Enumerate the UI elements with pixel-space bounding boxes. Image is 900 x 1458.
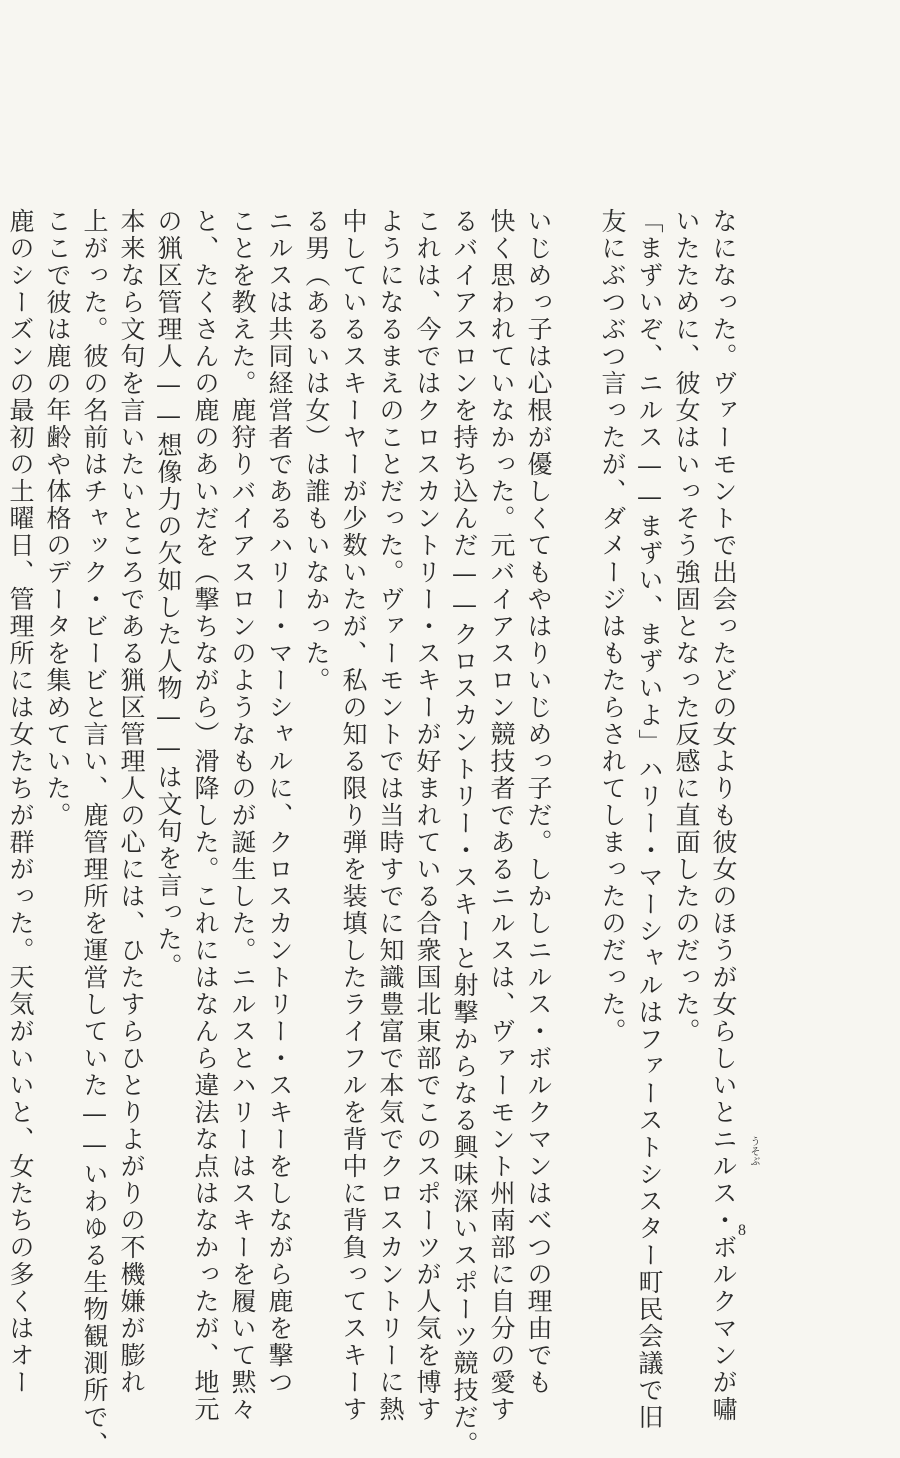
text-line-12: る男（あるいは女）は誰もいなかった。 bbox=[302, 208, 331, 694]
text-line-6: いじめっ子は心根が優しくてもやはりいじめっ子だ。しかしニルス・ボルクマンはべつの理由でも bbox=[524, 208, 553, 1396]
text-line-8: るバイアスロンを持ち込んだ——クロスカントリー・スキーと射撃からなる興味深いスポーツ競技だ。 bbox=[450, 208, 479, 1458]
page-number: 8 bbox=[738, 1222, 746, 1239]
text-line-18: 上がった。彼の名前はチャック・ビービと言い、鹿管理所を運営していた——いわゆる生物観測所で、 bbox=[80, 208, 109, 1458]
text-line-3: 「まずいぞ、ニルス——まずい、まずいよ」ハリー・マーシャルはファーストシスター町民会議で旧 bbox=[635, 208, 664, 1431]
text-line-17: 本来なら文句を言いたいところである猟区管理人の心には、ひたすらひとりよがりの不機嫌が膨れ bbox=[117, 208, 146, 1396]
text-line-2: いたために、彼女はいっそう強固となった反感に直面したのだった。 bbox=[672, 208, 701, 1045]
ruby-annotation: うそぶ bbox=[748, 1136, 759, 1166]
text-line-16: の猟区管理人——想像力の欠如した人物——は文句を言った。 bbox=[154, 208, 183, 980]
text-line-11: 中しているスキーヤーが少数いたが、私の知る限り弾を装填したライフルを背中に背負ってスキーす bbox=[339, 208, 368, 1423]
text-line-15: と、たくさんの鹿のあいだを（撃ちながら）滑降した。これにはなんら違法な点はなかったが、地元 bbox=[191, 208, 220, 1423]
text-line-7: 快く思われていなかった。元バイアスロン競技者であるニルスは、ヴァーモント州南部に自分の愛す bbox=[487, 208, 516, 1423]
text-line-13: ニルスは共同経営者であるハリー・マーシャルに、クロスカントリー・スキーをしながら鹿を撃つ bbox=[265, 208, 294, 1396]
text-line-19: ここで彼は鹿の年齢や体格のデータを集めていた。 bbox=[43, 208, 72, 829]
text-line-4: 友にぶつぶつ言ったが、ダメージはもたらされてしまったのだった。 bbox=[598, 208, 627, 1045]
text-line-1: なになった。ヴァーモントで出会ったどの女よりも彼女のほうが女らしいとニルス・ボルクマンが嘯 bbox=[709, 208, 738, 1423]
text-line-10: ようになるまえのことだった。ヴァーモントでは当時すでに知識豊富で本気でクロスカントリーに熱 bbox=[376, 208, 405, 1423]
text-line-20: 鹿のシーズンの最初の土曜日、管理所には女たちが群がった。天気がいいと、女たちの多くはオー bbox=[6, 208, 35, 1396]
text-line-14: ことを教えた。鹿狩りバイアスロンのようなものが誕生した。ニルスとハリーはスキーを履いて黙々 bbox=[228, 208, 257, 1423]
text-line-9: これは、今ではクロスカントリー・スキーが好まれている合衆国北東部でこのスポーツが人気を博す bbox=[413, 208, 442, 1423]
